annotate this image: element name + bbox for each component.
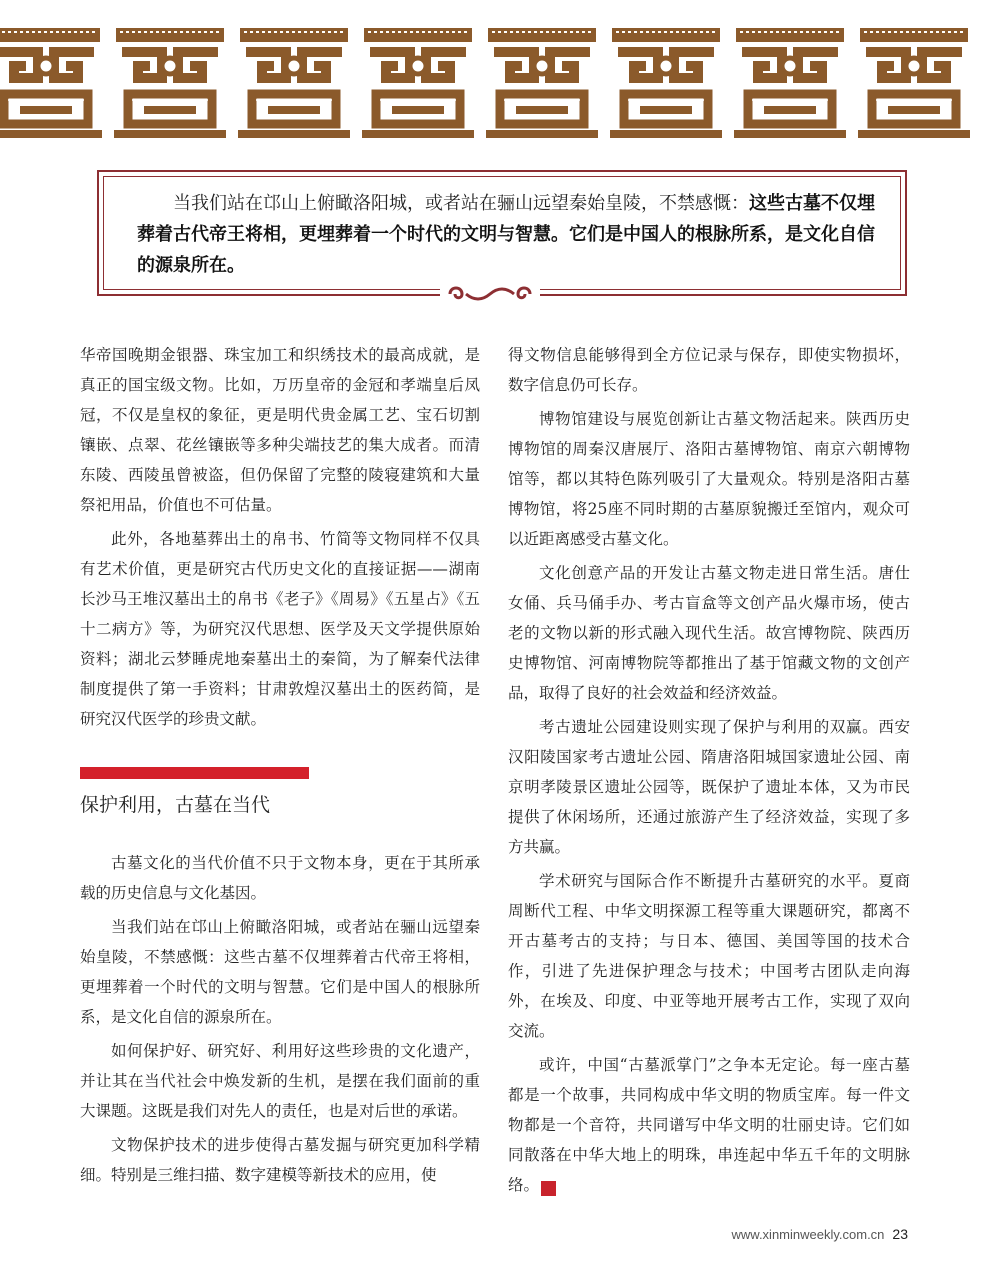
left-column-lower	[80, 848, 480, 1190]
cloud-scroll-ornament	[440, 280, 540, 308]
section-accent-bar	[80, 767, 309, 779]
pull-quote-text	[137, 188, 877, 281]
page-footer	[732, 1226, 909, 1242]
bronze-pattern-frieze	[0, 22, 988, 140]
pull-quote-box	[97, 170, 907, 296]
section-title: 保护利用，古墓在当代	[80, 794, 271, 816]
right-column	[508, 340, 910, 1200]
paragraph: 考古遗址公园建设则实现了保护与利用的双赢。西安汉阳陵国家考古遗址公园、隋唐洛阳城国家遗址公园、南京明孝陵景区遗址公园等，既保护了遗址本体，又为市民提供了休闲场所，还通过旅游产生了经济效益，实现了多方共赢。	[508, 718, 910, 856]
paragraph: 如何保护好、研究好、利用好这些珍贵的文化遗产，并让其在当代社会中焕发新的生机，是摆在我们面前的重大课题。这既是我们对先人的责任，也是对后世的承诺。	[80, 1042, 480, 1120]
paragraph: 得文物信息能够得到全方位记录与保存，即使实物损坏，数字信息仍可长存。	[508, 346, 910, 394]
paragraph-text: 或许，中国“古墓派掌门”之争本无定论。每一座古墓都是一个故事，共同构成中华文明的物质宝库。每一件文物都是一个音符，共同谱写中华文明的壮丽史诗。它们如同散落在中华大地上的明珠，串连起中华五千年的文明脉络。	[508, 1056, 910, 1194]
paragraph: 文物保护技术的进步使得古墓发掘与研究更加科学精细。特别是三维扫描、数字建模等新技术的应用，使	[80, 1136, 480, 1184]
pull-quote-bold: 这些古墓不仅埋葬着古代帝王将相，更埋葬着一个时代的文明与智慧。它们是中国人的根脉所系，是文化自信的源泉所在。	[137, 193, 875, 276]
paragraph: 华帝国晚期金银器、珠宝加工和织绣技术的最高成就，是真正的国宝级文物。比如，万历皇帝的金冠和孝端皇后凤冠，不仅是皇权的象征，更是明代贵金属工艺、宝石切割镶嵌、点翠、花丝镶嵌等多种尖端技艺的集大成者。而清东陵、西陵虽曾被盗，但仍保留了完整的陵寝建筑和大量祭祀用品，价值也不可估量。	[80, 346, 480, 514]
left-column	[80, 340, 480, 734]
paragraph: 学术研究与国际合作不断提升古墓研究的水平。夏商周断代工程、中华文明探源工程等重大课题研究，都离不开古墓考古的支持；与日本、德国、美国等国的技术合作，引进了先进保护理念与技术；中国考古团队走向海外，在埃及、印度、中亚等地开展考古工作，实现了双向交流。	[508, 872, 910, 1040]
page-number: 23	[892, 1226, 908, 1242]
paragraph: 当我们站在邙山上俯瞰洛阳城，或者站在骊山远望秦始皇陵，不禁感慨：这些古墓不仅埋葬着古代帝王将相，更埋葬着一个时代的文明与智慧。它们是中国人的根脉所系，是文化自信的源泉所在。	[80, 918, 480, 1026]
paragraph: 古墓文化的当代价值不只于文物本身，更在于其所承载的历史信息与文化基因。	[80, 854, 480, 902]
paragraph	[508, 1050, 910, 1200]
paragraph: 博物馆建设与展览创新让古墓文物活起来。陕西历史博物馆的周秦汉唐展厅、洛阳古墓博物馆、南京六朝博物馆等，都以其特色陈列吸引了大量观众。特别是洛阳古墓博物馆，将25座不同时期的古墓原貌搬迁至馆内，观众可以近距离感受古墓文化。	[508, 410, 910, 548]
end-mark-icon: 民	[541, 1181, 556, 1196]
pull-quote-plain: 当我们站在邙山上俯瞰洛阳城，或者站在骊山远望秦始皇陵，不禁感慨：	[173, 193, 749, 214]
paragraph: 文化创意产品的开发让古墓文物走进日常生活。唐仕女俑、兵马俑手办、考古盲盒等文创产品火爆市场，使古老的文物以新的形式融入现代生活。故宫博物院、陕西历史博物馆、河南博物院等都推出了基于馆藏文物的文创产品，取得了良好的社会效益和经济效益。	[508, 564, 910, 702]
paragraph: 此外，各地墓葬出土的帛书、竹简等文物同样不仅具有艺术价值，更是研究古代历史文化的直接证据——湖南长沙马王堆汉墓出土的帛书《老子》《周易》《五星占》《五十二病方》等，为研究汉代思想、医学及天文学提供原始资料；湖北云梦睡虎地秦墓出土的秦简，为了解秦代法律制度提供了第一手资料；甘肃敦煌汉墓出土的医药简，是研究汉代医学的珍贵文献。	[80, 530, 480, 728]
footer-url: www.xinminweekly.com.cn	[731, 1227, 885, 1242]
